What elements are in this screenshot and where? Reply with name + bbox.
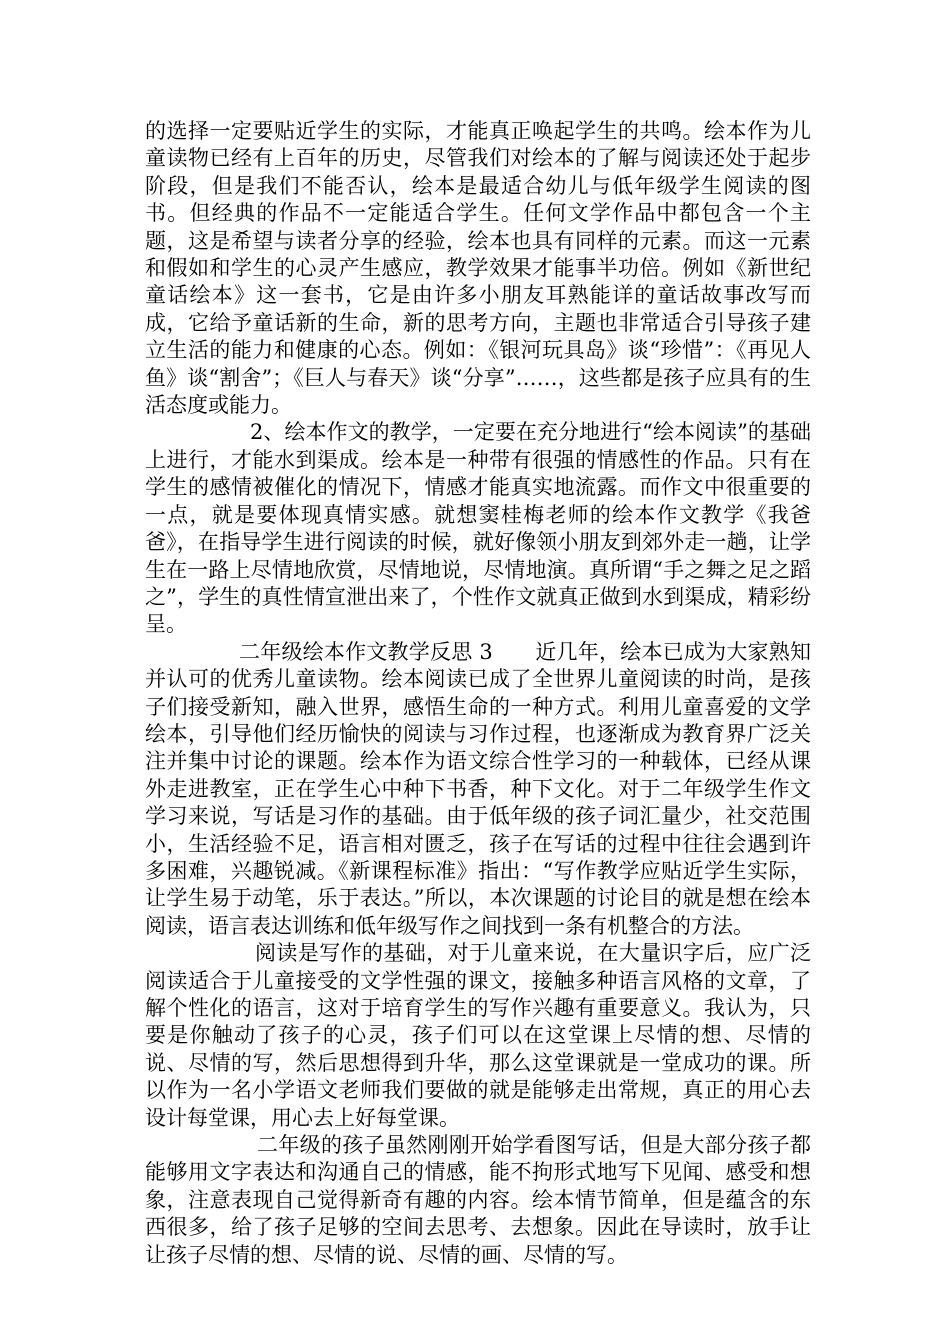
paragraph-reading-basis: 阅读是写作的基础，对于儿童来说，在大量识字后，应广泛阅读适合于儿童接受的文学性强的课文，接触多种语言风格的文章，了解个性化的语言，这对于培育学生的写作兴趣有重要意义。我认为，只要是你触动了孩子的心灵，孩子们可以在这堂课上尽情的想、尽情的说、尽情的写，然后思想得到升华，那么这堂课就是一堂成功的课。所以作为一名小学语文老师我们要做的就是能够走出常规，真正的用心去设计每堂课，用心去上好每堂课。 bbox=[145, 941, 811, 1130]
paragraph-picture-book-selection: 的选择一定要贴近学生的实际，才能真正唤起学生的共鸣。绘本作为儿童读物已经有上百年的历史，尽管我们对绘本的了解与阅读还处于起步阶段，但是我们不能否认，绘本是最适合幼儿与低年级学生阅读的图书。但经典的作品不一定能适合学生。任何文学作品中都包含一个主题，这是希望与读者分享的经验，绘本也具有同样的元素。而这一元素和假如和学生的心灵产生感应，教学效果才能事半功倍。例如《新世纪童话绘本》这一套书，它是由许多小朋友耳熟能详的童话故事改写而成，它给予童话新的生命，新的思考方向，主题也非常适合引导孩子建立生活的能力和健康的心态。例如：《银河玩具岛》谈“珍惜”：《再见人鱼》谈“割舍”；《巨人与春天》谈“分享”……，这些都是孩子应具有的生活态度或能力。 bbox=[145, 119, 811, 418]
paragraph-reflection-3: 二年级绘本作文教学反思 3 近几年，绘本已成为大家熟知并认可的优秀儿童读物。绘本阅读已成了全世界儿童阅读的时尚，是孩子们接受新知，融入世界，感悟生命的一种方式。利用儿童喜爱的文学绘本，引导他们经历愉快的阅读与习作过程，也逐渐成为教育界广泛关注并集中讨论的课题。绘本作为语文综合性学习的一种载体，已经从课外走进教室，正在学生心中种下书香，种下文化。对于二年级学生作文学习来说，写话是习作的基础。由于低年级的孩子词汇量少，社交范围小，生活经验不足，语言相对匮乏，孩子在写话的过程中往往会遇到许多困难，兴趣锐减。《新课程标准》指出：“写作教学应贴近学生实际，让学生易于动笔，乐于表达。”所以，本次课题的讨论目的就是想在绘本阅读，语言表达训练和低年级写作之间找到一条有机整合的方法。 bbox=[145, 639, 811, 938]
document-body bbox=[145, 118, 811, 1269]
paragraph-composition-teaching: 2、绘本作文的教学，一定要在充分地进行“绘本阅读”的基础上进行，才能水到渠成。绘本是一种带有很强的情感性的作品。只有在学生的感情被催化的情况下，情感才能真实地流露。而作文中很重要的一点，就是要体现真情实感。就想窦桂梅老师的绘本作文教学《我爸爸》，在指导学生进行阅读的时候，就好像领小朋友到郊外走一趟，让学生在一路上尽情地欣赏，尽情地说，尽情地演。真所谓“手之舞之足之蹈之”，学生的真性情宣泄出来了，个性作文就真正做到水到渠成，精彩纷呈。 bbox=[145, 420, 811, 637]
paragraph-second-grade-writing: 二年级的孩子虽然刚刚开始学看图写话，但是大部分孩子都能够用文字表达和沟通自己的情感，能不拘形式地写下见闻、感受和想象，注意表现自己觉得新奇有趣的内容。绘本情节简单，但是蕴含的东西很多，给了孩子足够的空间去思考、去想象。因此在导读时，放手让让孩子尽情的想、尽情的说、尽情的画、尽情的写。 bbox=[145, 1133, 811, 1267]
